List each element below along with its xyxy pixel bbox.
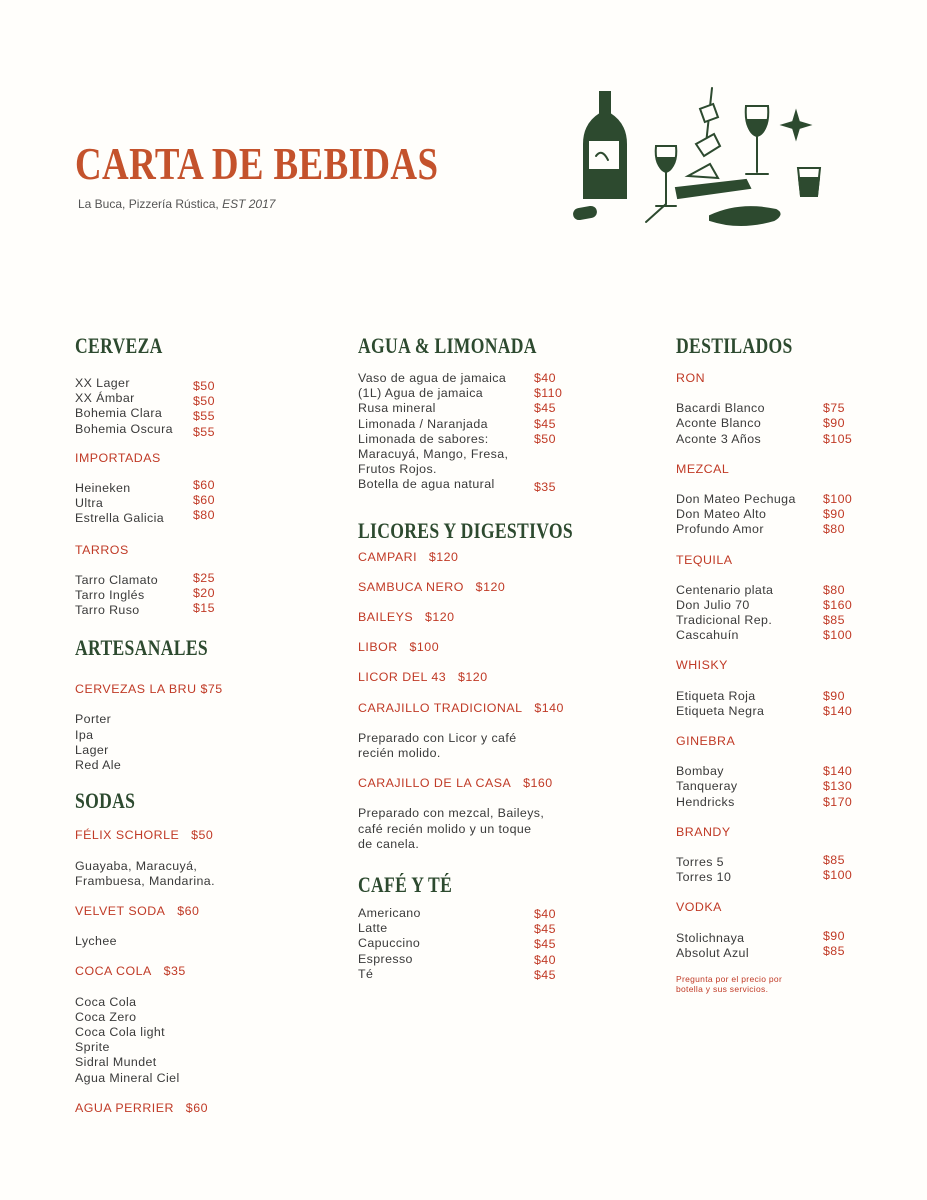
menu-item: Sidral Mundet xyxy=(75,1055,157,1070)
column-3 xyxy=(676,333,876,994)
menu-item: Aconte 3 Años $105 xyxy=(676,431,853,446)
menu-item: Té $45 xyxy=(358,966,556,982)
menu-item: Vaso de agua de jamaica $40 xyxy=(358,371,556,385)
item-description: café recién molido y un toque xyxy=(358,821,532,836)
menu-item: Limonada de sabores: $50 xyxy=(358,431,556,446)
menu-item: Stolichnaya $90 xyxy=(676,928,845,945)
item-description: de canela. xyxy=(358,836,420,851)
menu-item: (1L) Agua de jamaica $110 xyxy=(358,386,563,401)
section-cafe: CAFÉ Y TÉ xyxy=(358,871,453,897)
item-description: Guayaba, Maracuyá, xyxy=(75,858,198,873)
menu-item: Bohemia Clara $55 xyxy=(75,406,215,424)
menu-item: Tarro Clamato $25 xyxy=(75,570,215,587)
menu-item: Rusa mineral $45 xyxy=(358,401,556,416)
licor-item: CARAJILLO TRADICIONAL $140 xyxy=(358,700,564,715)
subtitle-est: EST 2017 xyxy=(222,197,276,211)
licor-item: LIBOR $100 xyxy=(358,640,440,655)
section-agua: AGUA & LIMONADA xyxy=(358,333,537,358)
section-cerveza: CERVEZA xyxy=(75,333,163,358)
menu-item: Cascahuín $100 xyxy=(676,628,853,643)
menu-item: Ipa xyxy=(75,727,94,742)
menu-item: Bacardi Blanco $75 xyxy=(676,401,845,416)
menu-item: Tradicional Rep. $85 xyxy=(676,613,845,628)
item-description: Lychee xyxy=(75,934,117,949)
menu-item: Profundo Amor $80 xyxy=(676,522,845,537)
item-description: Preparado con Licor y café xyxy=(358,730,517,745)
column-2 xyxy=(358,333,598,982)
menu-item: Agua Mineral Ciel xyxy=(75,1070,180,1085)
subsection-vodka: VODKA xyxy=(676,900,722,915)
section-artesanales: ARTESANALES xyxy=(75,635,208,661)
menu-item: Tarro Ruso $15 xyxy=(75,601,215,618)
item-description: Frutos Rojos. xyxy=(358,462,437,477)
menu-item: Tanqueray $130 xyxy=(676,779,853,794)
menu-item: Absolut Azul $85 xyxy=(676,943,845,960)
menu-item: Ultra $60 xyxy=(75,493,215,511)
section-sodas: SODAS xyxy=(75,788,136,814)
item-description: recién molido. xyxy=(358,745,441,760)
drinks-illustration-icon xyxy=(568,84,828,249)
menu-item: Bohemia Oscura $55 xyxy=(75,421,215,439)
menu-item: Americano $40 xyxy=(358,905,556,921)
menu-item: Bombay $140 xyxy=(676,764,853,779)
menu-item: Aconte Blanco $90 xyxy=(676,416,845,431)
section-licores: LICORES Y DIGESTIVOS xyxy=(358,517,574,543)
licor-item: LICOR DEL 43 $120 xyxy=(358,670,488,685)
item-description: Preparado con mezcal, Baileys, xyxy=(358,806,545,821)
menu-item: Hendricks $170 xyxy=(676,794,853,809)
menu-item: Etiqueta Negra $140 xyxy=(676,703,853,718)
menu-item: Torres 5 $85 xyxy=(676,853,845,870)
subsection-ron: RON xyxy=(676,371,706,385)
licor-item: CAMPARI $120 xyxy=(358,549,459,564)
subsection-mezcal: MEZCAL xyxy=(676,461,730,476)
menu-item: Coca Cola xyxy=(75,994,137,1009)
menu-item: Etiqueta Roja $90 xyxy=(676,688,845,703)
menu-item: Don Mateo Pechuga $100 xyxy=(676,491,853,506)
menu-item: Coca Cola light xyxy=(75,1024,166,1039)
menu-item: Latte $45 xyxy=(358,921,556,937)
menu-item: Tarro Inglés $20 xyxy=(75,585,215,602)
column-1 xyxy=(75,333,275,1116)
page-title: CARTA DE BEBIDAS xyxy=(75,139,439,189)
menu-item: Coca Zero xyxy=(75,1009,137,1024)
menu-item: XX Ámbar $50 xyxy=(75,391,215,409)
menu-item: Heineken $60 xyxy=(75,477,215,495)
menu-item: Sprite xyxy=(75,1040,110,1055)
subsection-whisky: WHISKY xyxy=(676,658,728,673)
price-note: botella y sus servicios. xyxy=(676,983,769,994)
menu-item: Botella de agua natural $35 xyxy=(358,477,556,495)
menu-item: Centenario plata $80 xyxy=(676,582,845,597)
menu-item: Red Ale xyxy=(75,758,122,773)
item-description: Frambuesa, Mandarina. xyxy=(75,873,215,888)
subsection-brandy: BRANDY xyxy=(676,824,731,839)
subtitle-text: La Buca, Pizzería Rústica, xyxy=(78,197,219,211)
subsection-la-bru: CERVEZAS LA BRU $75 xyxy=(75,682,223,697)
menu-item: Don Mateo Alto $90 xyxy=(676,507,845,522)
subsection-velvet: VELVET SODA $60 xyxy=(75,903,200,918)
menu-item: Don Julio 70 $160 xyxy=(676,597,853,612)
page-subtitle xyxy=(78,197,275,211)
menu-item: Lager xyxy=(75,742,109,757)
menu-item: Porter xyxy=(75,712,112,727)
licor-item: BAILEYS $120 xyxy=(358,609,455,624)
subsection-tequila: TEQUILA xyxy=(676,552,733,567)
licor-item: CARAJILLO DE LA CASA $160 xyxy=(358,776,553,791)
price-note: Pregunta por el precio por xyxy=(676,973,783,984)
subsection-coca: COCA COLA $35 xyxy=(75,964,186,979)
menu-item: Estrella Galicia $80 xyxy=(75,508,215,526)
subsection-ginebra: GINEBRA xyxy=(676,734,736,749)
subsection-tarros: TARROS xyxy=(75,542,129,557)
licor-item: SAMBUCA NERO $120 xyxy=(358,579,506,594)
menu-item: Torres 10 $100 xyxy=(676,868,853,885)
menu-item: Espresso $40 xyxy=(358,951,556,967)
subsection-felix: FÉLIX SCHORLE $50 xyxy=(75,828,214,843)
section-destilados: DESTILADOS xyxy=(676,333,793,358)
item-description: Maracuyá, Mango, Fresa, xyxy=(358,446,509,461)
subsection-importadas: IMPORTADAS xyxy=(75,450,161,465)
subsection-perrier: AGUA PERRIER $60 xyxy=(75,1100,208,1115)
menu-item: XX Lager $50 xyxy=(75,376,215,393)
menu-item: Capuccino $45 xyxy=(358,936,556,952)
menu-item: Limonada / Naranjada $45 xyxy=(358,416,556,431)
